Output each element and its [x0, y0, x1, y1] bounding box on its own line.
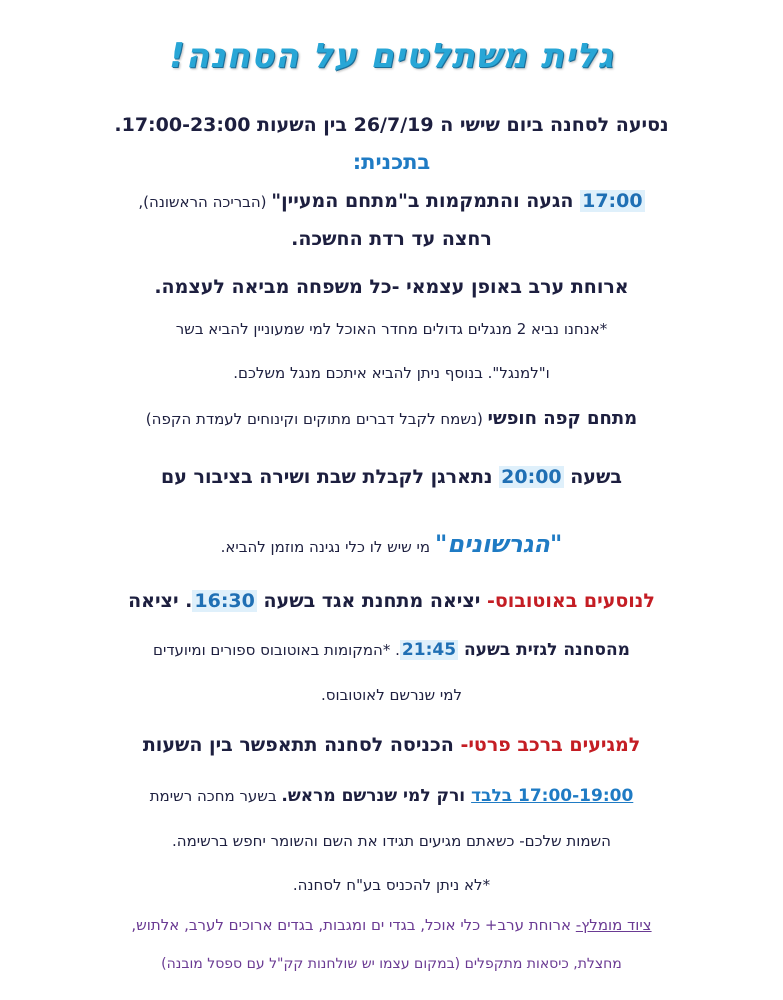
car-text3: בשער מחכה רשימת — [149, 787, 282, 805]
coffee-line — [0, 408, 783, 429]
bus-line3: למי שנרשם לאוטובוס. — [321, 686, 462, 704]
grill-line1: *אנחנו נביא 2 מנגלים גדולים מחדר האוכל למי שמעוניין להביא בשר — [175, 320, 608, 338]
arrival-note: (הבריכה הראשונה), — [138, 193, 272, 211]
bus-text2: . יציאה — [128, 590, 193, 612]
car-text1: הכניסה לסחנה תתאפשר בין השעות — [142, 734, 461, 756]
bus-time2: 21:45 — [401, 640, 457, 660]
car-label: למגיעים ברכב פרטי- — [460, 734, 641, 756]
bus-line2-b: . *המקומות באוטובוס ספורים ומיועדים — [153, 641, 400, 659]
car-text2: ורק למי שנרשם מראש. — [281, 786, 472, 806]
bus-line2 — [0, 640, 783, 660]
program-heading: בתכנית: — [352, 150, 431, 174]
flyer-title: גלית משתלטים על הסחנה! — [169, 36, 614, 76]
coffee-bold: מתחם קפה חופשי — [487, 408, 638, 429]
item-arrival-line1 — [0, 190, 783, 212]
intro-end: . — [114, 114, 122, 136]
band-name: "הגרשונים" — [434, 530, 563, 558]
shabbat-line — [0, 466, 783, 488]
bus-line1 — [0, 590, 783, 612]
grill-line2: ו"למנגל". בנוסף ניתן להביא איתכם מנגל משלכם. — [233, 364, 550, 382]
dinner-line: ארוחת ערב באופן עצמאי -כל משפחה מביאה לעצמה. — [154, 276, 629, 298]
intro-text: נסיעה לסחנה ביום שישי ה 26/7/19 בין השעות — [250, 114, 669, 136]
arrival-text: הגעה והתמקמות ב"מתחם המעיין" — [271, 190, 581, 212]
coffee-note: (נשמח לקבל דברים מתוקים וקינוחים לעמדת הקפה) — [145, 410, 488, 428]
item-arrival-line2: רחצה עד רדת החשכה. — [291, 228, 492, 250]
car-line3: השמות שלכם- כשאתם מגיעים תגידו את השם והשומר יחפש ברשימה. — [172, 832, 611, 850]
shabbat-after: נתארגן לקבלת שבת ושירה בציבור עם — [161, 466, 500, 488]
bus-time1: 16:30 — [194, 590, 255, 612]
shabbat-time: 20:00 — [501, 466, 562, 488]
car-line4: *לא ניתן להכניס בע"ח לסחנה. — [292, 876, 491, 894]
equipment-label: ציוד מומלץ- — [575, 916, 652, 934]
bus-label: לנוסעים באוטובוס- — [487, 590, 655, 612]
car-hours: 17:00-19:00 בלבד — [471, 786, 634, 806]
arrival-time: 17:00 — [582, 190, 643, 212]
shabbat-before: בשעה — [563, 466, 622, 488]
equipment-line1 — [0, 916, 783, 934]
band-note: מי שיש לו כלי נגינה מוזמן להביא. — [220, 538, 435, 556]
equipment-line2: מחצלת, כיסאות מתקפלים (במקום עצמו יש שולחנות קק"ל עם ספסל מובנה) — [161, 956, 622, 972]
bus-text1: יציאה מתחנת אגד בשעה — [256, 590, 487, 612]
bus-line2-a: מהסחנה לגזית בשעה — [458, 640, 630, 660]
intro-hours: 17:00-23:00 — [121, 114, 251, 136]
car-line1 — [0, 734, 783, 756]
band-line — [0, 530, 783, 558]
intro-line — [0, 114, 783, 136]
car-line2 — [0, 786, 783, 806]
equipment-text1: ארוחת ערב+ כלי אוכל, בגדי ים ומגבות, בגדים ארוכים לערב, אלתוש, — [131, 916, 576, 934]
